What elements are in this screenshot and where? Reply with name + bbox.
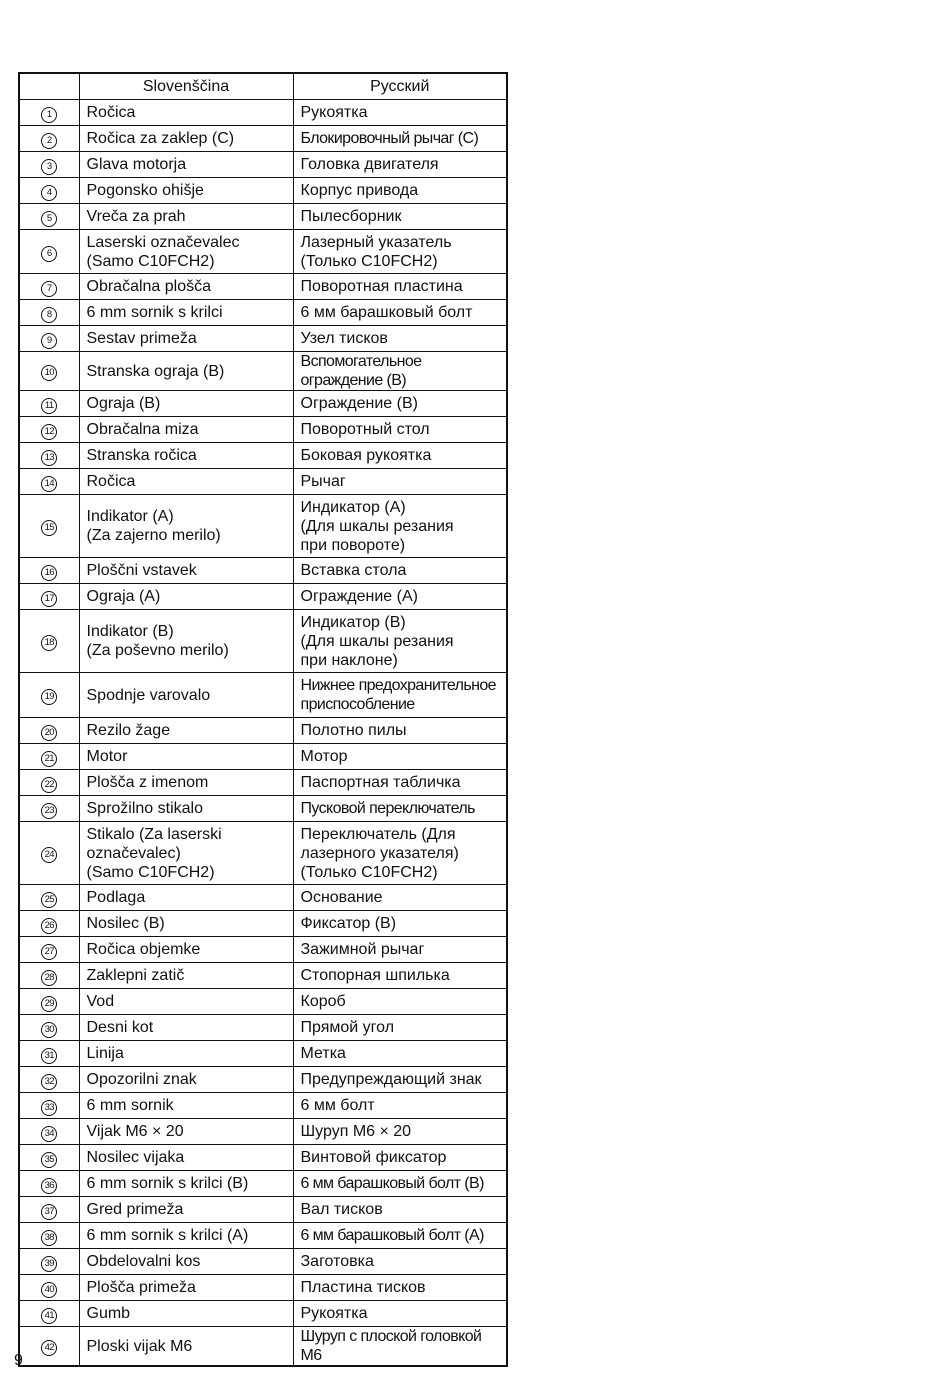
russian-cell: Корпус привода: [293, 178, 507, 204]
row-number-cell: [19, 300, 79, 326]
slovenian-cell: Obračalna plošča: [79, 274, 293, 300]
russian-cell: 6 мм болт: [293, 1093, 507, 1119]
slovenian-cell: Plošča z imenom: [79, 770, 293, 796]
circled-number: 30: [41, 1022, 57, 1038]
row-number-cell: [19, 230, 79, 274]
table-row: [19, 911, 507, 937]
slovenian-cell: Vreča za prah: [79, 204, 293, 230]
table-row: [19, 1171, 507, 1197]
circled-number: 24: [41, 847, 57, 863]
row-number-cell: [19, 1275, 79, 1301]
row-number-cell: [19, 274, 79, 300]
slovenian-cell: Zaklepni zatič: [79, 963, 293, 989]
russian-cell: Метка: [293, 1041, 507, 1067]
row-number-cell: [19, 443, 79, 469]
table-row: [19, 1197, 507, 1223]
table-row: [19, 178, 507, 204]
row-number-cell: [19, 1171, 79, 1197]
slovenian-cell: Motor: [79, 744, 293, 770]
circled-number: 41: [41, 1308, 57, 1324]
slovenian-cell: Opozorilni znak: [79, 1067, 293, 1093]
table-row: [19, 230, 507, 274]
row-number-cell: [19, 1197, 79, 1223]
slovenian-cell: Stikalo (Za laserski označevalec) (Samo C10FCH2): [79, 822, 293, 885]
table-row: [19, 417, 507, 443]
table-row: [19, 796, 507, 822]
slovenian-cell: Vijak M6 × 20: [79, 1119, 293, 1145]
circled-number: 16: [41, 565, 57, 581]
slovenian-cell: Sestav primeža: [79, 326, 293, 352]
russian-cell: 6 мм барашковый болт (B): [293, 1171, 507, 1197]
table-row: [19, 300, 507, 326]
row-number-cell: [19, 495, 79, 558]
row-number-cell: [19, 1223, 79, 1249]
table-row: [19, 673, 507, 718]
table-row: [19, 1015, 507, 1041]
slovenian-cell: Indikator (A) (Za zajerno merilo): [79, 495, 293, 558]
table-row: [19, 274, 507, 300]
row-number-cell: [19, 1327, 79, 1367]
table-row: [19, 558, 507, 584]
table-row: [19, 1145, 507, 1171]
slovenian-cell: Ročica za zaklep (C): [79, 126, 293, 152]
table-row: [19, 1041, 507, 1067]
table-row: [19, 391, 507, 417]
table-row: [19, 989, 507, 1015]
header-number: [19, 73, 79, 100]
circled-number: 19: [41, 689, 57, 705]
row-number-cell: [19, 1093, 79, 1119]
table-row: [19, 1249, 507, 1275]
russian-cell: Фиксатор (B): [293, 911, 507, 937]
circled-number: 4: [41, 185, 57, 201]
russian-cell: 6 мм барашковый болт: [293, 300, 507, 326]
row-number-cell: [19, 989, 79, 1015]
table-row: [19, 937, 507, 963]
circled-number: 25: [41, 892, 57, 908]
table-row: [19, 718, 507, 744]
russian-cell: Заготовка: [293, 1249, 507, 1275]
slovenian-cell: Linija: [79, 1041, 293, 1067]
slovenian-cell: 6 mm sornik s krilci (A): [79, 1223, 293, 1249]
slovenian-cell: Desni kot: [79, 1015, 293, 1041]
circled-number: 8: [41, 307, 57, 323]
russian-cell: Блокировочный рычаг (C): [293, 126, 507, 152]
slovenian-cell: Vod: [79, 989, 293, 1015]
russian-cell: Предупреждающий знак: [293, 1067, 507, 1093]
slovenian-cell: Laserski označevalec (Samo C10FCH2): [79, 230, 293, 274]
russian-cell: Короб: [293, 989, 507, 1015]
russian-cell: Прямой угол: [293, 1015, 507, 1041]
row-number-cell: [19, 204, 79, 230]
russian-cell: Стопорная шпилька: [293, 963, 507, 989]
circled-number: 17: [41, 591, 57, 607]
circled-number: 37: [41, 1204, 57, 1220]
row-number-cell: [19, 673, 79, 718]
row-number-cell: [19, 584, 79, 610]
slovenian-cell: Stranska ograja (B): [79, 352, 293, 391]
circled-number: 3: [41, 159, 57, 175]
slovenian-cell: Indikator (B) (Za poševno merilo): [79, 610, 293, 673]
circled-number: 22: [41, 777, 57, 793]
parts-table: [18, 72, 508, 1367]
row-number-cell: [19, 417, 79, 443]
slovenian-cell: Plošča primeža: [79, 1275, 293, 1301]
circled-number: 35: [41, 1152, 57, 1168]
russian-cell: Вал тисков: [293, 1197, 507, 1223]
russian-cell: Индикатор (A) (Для шкалы резания при повороте): [293, 495, 507, 558]
circled-number: 21: [41, 751, 57, 767]
russian-cell: Рукоятка: [293, 1301, 507, 1327]
row-number-cell: [19, 558, 79, 584]
table-row: [19, 469, 507, 495]
header-slovenian: Slovenščina: [79, 73, 293, 100]
circled-number: 42: [41, 1340, 57, 1356]
slovenian-cell: 6 mm sornik s krilci (B): [79, 1171, 293, 1197]
slovenian-cell: Gumb: [79, 1301, 293, 1327]
row-number-cell: [19, 1145, 79, 1171]
slovenian-cell: Nosilec vijaka: [79, 1145, 293, 1171]
circled-number: 11: [41, 398, 57, 414]
slovenian-cell: Spodnje varovalo: [79, 673, 293, 718]
russian-cell: Пусковой переключатель: [293, 796, 507, 822]
table-row: [19, 1301, 507, 1327]
page-number: 9: [14, 1352, 23, 1369]
slovenian-cell: 6 mm sornik s krilci: [79, 300, 293, 326]
table-row: [19, 963, 507, 989]
table-row: [19, 770, 507, 796]
circled-number: 1: [41, 107, 57, 123]
row-number-cell: [19, 1041, 79, 1067]
row-number-cell: [19, 352, 79, 391]
slovenian-cell: Glava motorja: [79, 152, 293, 178]
russian-cell: Паспортная табличка: [293, 770, 507, 796]
slovenian-cell: Ploski vijak M6: [79, 1327, 293, 1367]
table-row: [19, 152, 507, 178]
circled-number: 10: [41, 365, 57, 381]
table-row: [19, 352, 507, 391]
slovenian-cell: Obdelovalni kos: [79, 1249, 293, 1275]
slovenian-cell: Ročica objemke: [79, 937, 293, 963]
circled-number: 26: [41, 918, 57, 934]
row-number-cell: [19, 1015, 79, 1041]
row-number-cell: [19, 963, 79, 989]
row-number-cell: [19, 610, 79, 673]
table-row: [19, 1327, 507, 1367]
table-row: [19, 822, 507, 885]
table-row: [19, 1275, 507, 1301]
circled-number: 31: [41, 1048, 57, 1064]
table-row: [19, 443, 507, 469]
circled-number: 15: [41, 520, 57, 536]
header-russian: Русский: [293, 73, 507, 100]
circled-number: 27: [41, 944, 57, 960]
slovenian-cell: Stranska ročica: [79, 443, 293, 469]
slovenian-cell: Ročica: [79, 100, 293, 126]
russian-cell: Пылесборник: [293, 204, 507, 230]
row-number-cell: [19, 822, 79, 885]
table-row: [19, 126, 507, 152]
slovenian-cell: Sprožilno stikalo: [79, 796, 293, 822]
russian-cell: Винтовой фиксатор: [293, 1145, 507, 1171]
circled-number: 5: [41, 211, 57, 227]
row-number-cell: [19, 718, 79, 744]
table-row: [19, 1223, 507, 1249]
slovenian-cell: 6 mm sornik: [79, 1093, 293, 1119]
slovenian-cell: Ploščni vstavek: [79, 558, 293, 584]
table-row: [19, 885, 507, 911]
circled-number: 12: [41, 424, 57, 440]
circled-number: 9: [41, 333, 57, 349]
table-row: [19, 1067, 507, 1093]
table-row: [19, 584, 507, 610]
row-number-cell: [19, 885, 79, 911]
row-number-cell: [19, 1301, 79, 1327]
table-row: [19, 326, 507, 352]
circled-number: 2: [41, 133, 57, 149]
circled-number: 20: [41, 725, 57, 741]
row-number-cell: [19, 937, 79, 963]
circled-number: 40: [41, 1282, 57, 1298]
row-number-cell: [19, 911, 79, 937]
row-number-cell: [19, 391, 79, 417]
slovenian-cell: Pogonsko ohišje: [79, 178, 293, 204]
slovenian-cell: Ročica: [79, 469, 293, 495]
russian-cell: Пластина тисков: [293, 1275, 507, 1301]
slovenian-cell: Podlaga: [79, 885, 293, 911]
russian-cell: Шуруп с плоской головкой M6: [293, 1327, 507, 1367]
row-number-cell: [19, 1067, 79, 1093]
circled-number: 33: [41, 1100, 57, 1116]
table-row: [19, 495, 507, 558]
russian-cell: Вспомогательное ограждение (B): [293, 352, 507, 391]
table-body: [19, 100, 507, 1367]
slovenian-cell: Nosilec (B): [79, 911, 293, 937]
russian-cell: Ограждение (B): [293, 391, 507, 417]
table-row: [19, 204, 507, 230]
russian-cell: Полотно пилы: [293, 718, 507, 744]
slovenian-cell: Rezilo žage: [79, 718, 293, 744]
table-row: [19, 1119, 507, 1145]
russian-cell: Поворотный стол: [293, 417, 507, 443]
circled-number: 7: [41, 281, 57, 297]
russian-cell: Головка двигателя: [293, 152, 507, 178]
row-number-cell: [19, 796, 79, 822]
circled-number: 34: [41, 1126, 57, 1142]
russian-cell: Зажимной рычаг: [293, 937, 507, 963]
circled-number: 6: [41, 246, 57, 262]
russian-cell: Лазерный указатель (Только C10FCH2): [293, 230, 507, 274]
row-number-cell: [19, 1249, 79, 1275]
slovenian-cell: Ograja (A): [79, 584, 293, 610]
russian-cell: Индикатор (B) (Для шкалы резания при наклоне): [293, 610, 507, 673]
table-header-row: [19, 73, 507, 100]
circled-number: 32: [41, 1074, 57, 1090]
circled-number: 13: [41, 450, 57, 466]
row-number-cell: [19, 770, 79, 796]
circled-number: 36: [41, 1178, 57, 1194]
russian-cell: Нижнее предохранительное приспособление: [293, 673, 507, 718]
russian-cell: Основание: [293, 885, 507, 911]
russian-cell: Мотор: [293, 744, 507, 770]
russian-cell: Боковая рукоятка: [293, 443, 507, 469]
circled-number: 28: [41, 970, 57, 986]
circled-number: 18: [41, 635, 57, 651]
russian-cell: 6 мм барашковый болт (A): [293, 1223, 507, 1249]
row-number-cell: [19, 178, 79, 204]
table-row: [19, 610, 507, 673]
slovenian-cell: Gred primeža: [79, 1197, 293, 1223]
russian-cell: Рукоятка: [293, 100, 507, 126]
circled-number: 23: [41, 803, 57, 819]
row-number-cell: [19, 326, 79, 352]
row-number-cell: [19, 744, 79, 770]
table-row: [19, 1093, 507, 1119]
row-number-cell: [19, 469, 79, 495]
circled-number: 14: [41, 476, 57, 492]
slovenian-cell: Obračalna miza: [79, 417, 293, 443]
russian-cell: Поворотная пластина: [293, 274, 507, 300]
circled-number: 29: [41, 996, 57, 1012]
russian-cell: Узел тисков: [293, 326, 507, 352]
russian-cell: Шуруп M6 × 20: [293, 1119, 507, 1145]
row-number-cell: [19, 1119, 79, 1145]
circled-number: 39: [41, 1256, 57, 1272]
row-number-cell: [19, 126, 79, 152]
russian-cell: Переключатель (Для лазерного указателя) (Только C10FCH2): [293, 822, 507, 885]
russian-cell: Рычаг: [293, 469, 507, 495]
circled-number: 38: [41, 1230, 57, 1246]
table-row: [19, 100, 507, 126]
table-row: [19, 744, 507, 770]
row-number-cell: [19, 100, 79, 126]
russian-cell: Вставка стола: [293, 558, 507, 584]
russian-cell: Ограждение (A): [293, 584, 507, 610]
slovenian-cell: Ograja (B): [79, 391, 293, 417]
row-number-cell: [19, 152, 79, 178]
